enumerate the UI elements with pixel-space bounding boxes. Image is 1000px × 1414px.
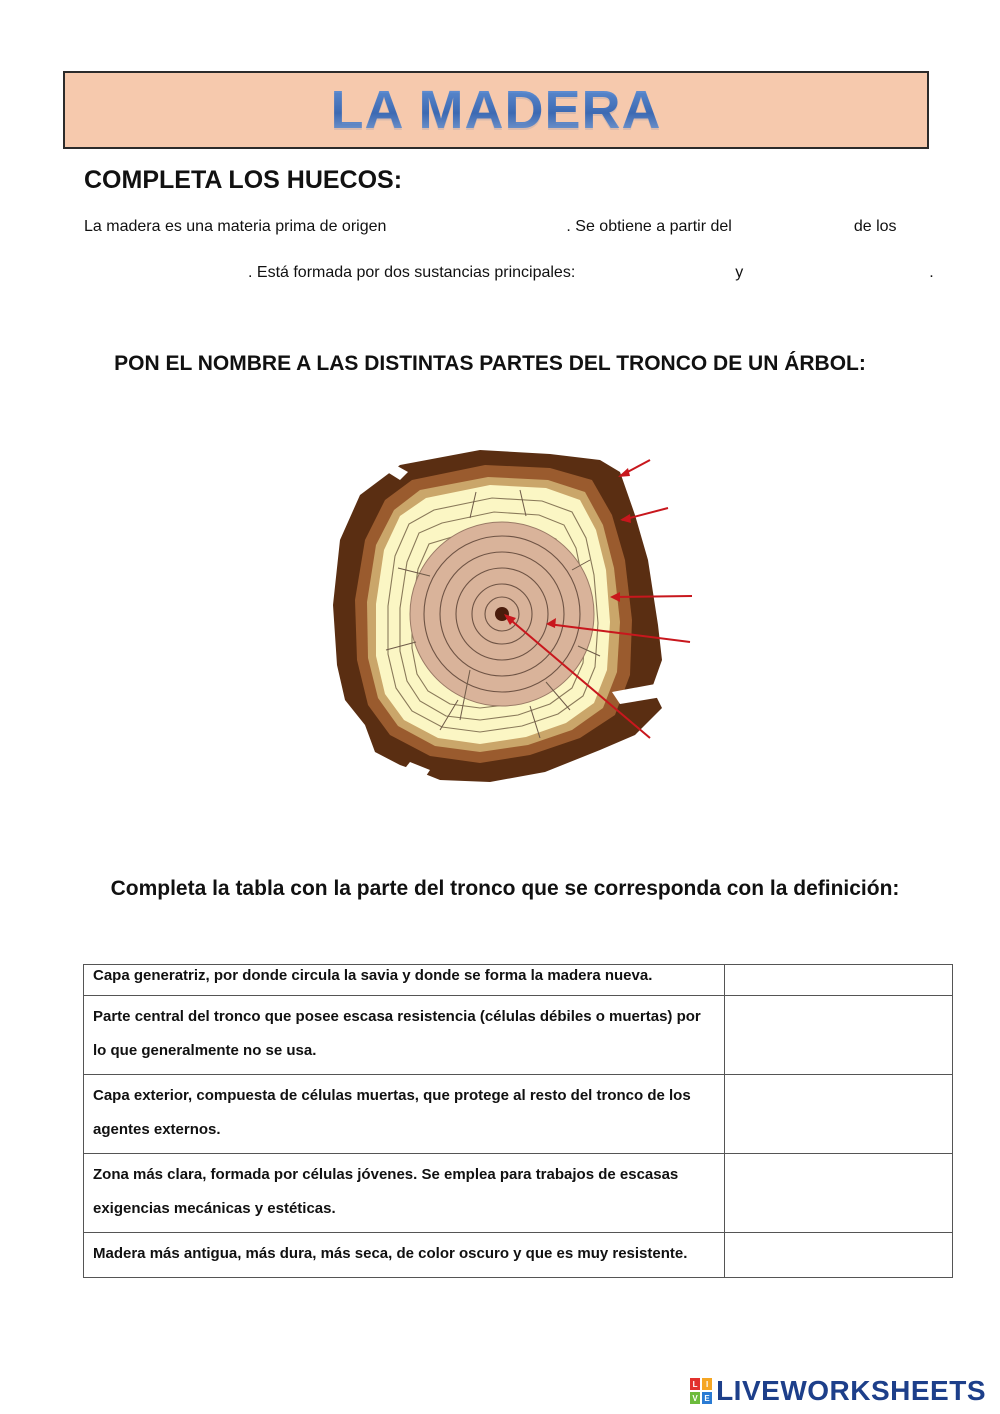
trunk-heading: PON EL NOMBRE A LAS DISTINTAS PARTES DEL TRONCO DE UN ÁRBOL: (114, 352, 866, 375)
definition-cell: Parte central del tronco que posee escasa resistencia (células débiles o muertas) por lo que generalmente no se usa. (84, 996, 725, 1075)
answer-cell[interactable] (724, 996, 952, 1075)
table-row (84, 1154, 953, 1233)
origin-blank-input[interactable] (386, 216, 566, 238)
fill-text-2: . Se obtiene a partir del (566, 218, 732, 236)
label-input-sapwood[interactable] (695, 586, 729, 608)
answer-cell[interactable] (724, 1154, 952, 1233)
definition-cell: Zona más clara, formada por células jóvenes. Se emplea para trabajos de escasas exigencias mecánicas y estéticas. (84, 1154, 725, 1233)
title-banner (63, 71, 929, 149)
table-heading: Completa la tabla con la parte del tronco que se corresponda con la definición: (110, 877, 900, 900)
logo-text: LIVEWORKSHEETS (716, 1375, 986, 1406)
table-row (84, 1233, 953, 1278)
table-row (84, 965, 953, 996)
definition-cell: Madera más antigua, más dura, más seca, de color oscuro y que es muy resistente. (84, 1233, 725, 1278)
label-input-pith[interactable] (654, 730, 724, 752)
trunk-diagram (290, 420, 730, 800)
logo-letter: E (702, 1392, 712, 1404)
logo-letter: V (690, 1392, 700, 1404)
substance-2-blank-input[interactable] (743, 262, 929, 284)
fill-line-1 (84, 216, 897, 238)
label-input-bark[interactable] (660, 448, 724, 470)
liveworksheets-logo[interactable] (690, 1375, 986, 1407)
label-input-cambium[interactable] (672, 496, 726, 518)
logo-mark-icon (690, 1378, 712, 1404)
answer-cell[interactable] (724, 1233, 952, 1278)
source-blank-input[interactable] (732, 216, 854, 238)
fill-line-2 (84, 262, 934, 284)
fill-text-5: y (735, 264, 744, 282)
plural-blank-input[interactable] (84, 262, 248, 284)
definition-cell: Capa exterior, compuesta de células muertas, que protege al resto del tronco de los agentes externos. (84, 1075, 725, 1154)
fill-text-3: de los (853, 218, 897, 236)
answer-cell[interactable] (724, 1075, 952, 1154)
fill-heading: COMPLETA LOS HUECOS: (84, 166, 403, 194)
logo-letter: I (702, 1378, 712, 1390)
definition-cell: Capa generatriz, por donde circula la savia y donde se forma la madera nueva. (84, 965, 725, 996)
logo-letter: L (690, 1378, 700, 1390)
fill-text-6: . (929, 264, 934, 282)
answer-cell[interactable] (724, 965, 952, 996)
fill-text-4: . Está formada por dos sustancias principales: (248, 264, 576, 282)
fill-text-1: La madera es una materia prima de origen (84, 218, 387, 236)
definitions-table (83, 964, 953, 1278)
substance-1-blank-input[interactable] (575, 262, 735, 284)
table-row (84, 1075, 953, 1154)
table-row (84, 996, 953, 1075)
label-input-heartwood[interactable] (694, 632, 728, 654)
page-title: LA MADERA (330, 80, 662, 140)
